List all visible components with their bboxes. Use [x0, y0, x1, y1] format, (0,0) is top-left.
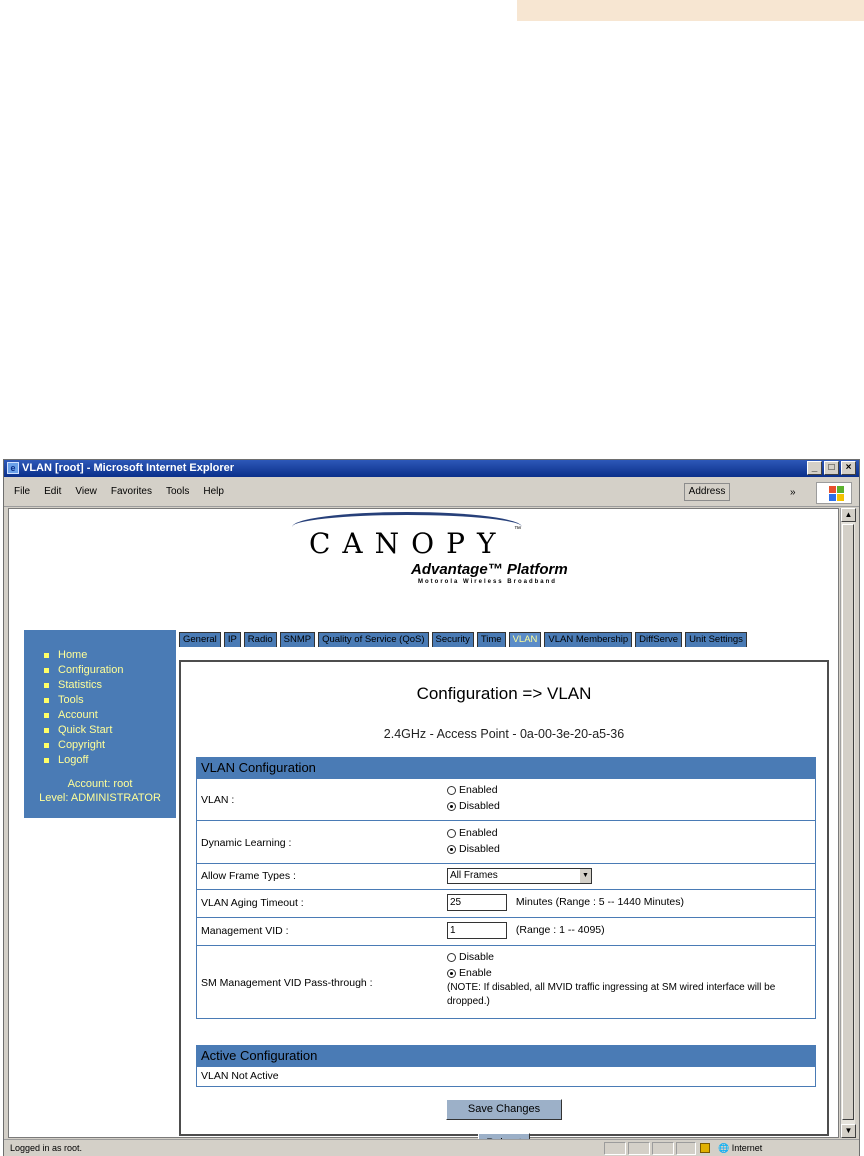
aging-timeout-label: VLAN Aging Timeout :: [201, 897, 304, 909]
management-vid-label: Management VID :: [201, 925, 289, 937]
status-bar: [4, 1139, 859, 1156]
scrollbar-thumb[interactable]: [842, 524, 854, 1120]
dynamic-learning-label: Dynamic Learning :: [201, 837, 292, 849]
close-button[interactable]: ×: [841, 461, 856, 475]
sidebar-item-home[interactable]: Home: [44, 648, 176, 663]
scroll-up-icon[interactable]: ▲: [841, 508, 856, 522]
status-segment: [604, 1142, 626, 1155]
status-segment: [628, 1142, 650, 1155]
sm-passthrough-note: (NOTE: If disabled, all MVID traffic ingressing at SM wired interface will be dropped.): [447, 982, 776, 1007]
scroll-down-icon[interactable]: ▼: [841, 1124, 856, 1138]
tab-ip[interactable]: IP: [224, 632, 241, 647]
tab-vlan-membership[interactable]: VLAN Membership: [544, 632, 632, 647]
internet-zone: 🌐 Internet: [718, 1143, 763, 1153]
aging-timeout-row: [197, 889, 815, 917]
frame-types-select[interactable]: [447, 868, 592, 884]
sidebar-item-logoff[interactable]: Logoff: [44, 753, 176, 768]
browser-window: [3, 459, 860, 1156]
dynamic-learning-row: [197, 820, 815, 863]
tab-general[interactable]: General: [179, 632, 221, 647]
management-vid-hint: (Range : 1 -- 4095): [515, 924, 605, 937]
minimize-button[interactable]: _: [807, 461, 822, 475]
vlan-row: [197, 778, 815, 820]
sm-disable-radio[interactable]: [447, 953, 456, 962]
status-text: Logged in as root.: [10, 1143, 83, 1153]
sidebar-item-tools[interactable]: Tools: [44, 693, 176, 708]
sm-enable-label: Enable: [459, 967, 492, 979]
frame-types-label: Allow Frame Types :: [201, 870, 296, 882]
address-button[interactable]: Address: [684, 483, 730, 501]
lock-icon: [700, 1143, 710, 1153]
tab-diffserve[interactable]: DiffServe: [635, 632, 682, 647]
menu-help[interactable]: Help: [203, 486, 224, 497]
logo-trademark: ™: [514, 526, 521, 533]
account-label: Account: root: [67, 778, 133, 790]
dynamic-enabled-radio[interactable]: [447, 829, 456, 838]
dynamic-enabled-label: Enabled: [459, 827, 498, 839]
window-title: VLAN [root] - Microsoft Internet Explorer: [22, 462, 235, 474]
maximize-button[interactable]: □: [824, 461, 839, 475]
sm-disable-label: Disable: [459, 951, 495, 963]
active-config-row: [197, 1066, 815, 1086]
sidebar-item-statistics[interactable]: Statistics: [44, 678, 176, 693]
save-changes-button[interactable]: Save Changes: [446, 1099, 562, 1120]
vlan-enabled-label: Enabled: [459, 784, 498, 796]
page-viewport: [8, 508, 839, 1138]
management-vid-input[interactable]: 1: [447, 922, 507, 939]
menu-bar: [4, 478, 859, 507]
sidebar-item-configuration[interactable]: Configuration: [44, 663, 176, 678]
tab-snmp[interactable]: SNMP: [280, 632, 315, 647]
vlan-config-section: [196, 757, 816, 1019]
sidebar-item-quick-start[interactable]: Quick Start: [44, 723, 176, 738]
logo-subtitle: Advantage™ Platform: [411, 561, 568, 578]
vlan-disabled-label: Disabled: [459, 800, 500, 812]
active-config-status: VLAN Not Active: [201, 1070, 279, 1082]
active-config-section: [196, 1045, 816, 1087]
vlan-enabled-radio[interactable]: [447, 786, 456, 795]
menu-view[interactable]: View: [75, 486, 97, 497]
sm-passthrough-row: [197, 945, 815, 1018]
menu-file[interactable]: File: [14, 486, 31, 497]
dynamic-disabled-label: Disabled: [459, 843, 500, 855]
tab-vlan[interactable]: VLAN: [509, 632, 542, 647]
level-label: Level: ADMINISTRATOR: [39, 792, 161, 804]
frame-types-value: All Frames: [450, 870, 498, 881]
sidebar: [24, 630, 176, 818]
sm-enable-radio[interactable]: [447, 969, 456, 978]
vlan-disabled-radio[interactable]: [447, 802, 456, 811]
sidebar-item-account[interactable]: Account: [44, 708, 176, 723]
menu-tools[interactable]: Tools: [165, 486, 190, 497]
status-segment: [676, 1142, 696, 1155]
chevron-down-icon[interactable]: ▼: [580, 869, 591, 883]
toolbar-chevron[interactable]: »: [790, 487, 796, 498]
tab-security[interactable]: Security: [432, 632, 474, 647]
zone-label: Internet: [731, 1143, 763, 1153]
ie-icon: e: [7, 462, 19, 474]
windows-logo-icon: [816, 482, 852, 504]
vertical-scrollbar[interactable]: [840, 508, 855, 1138]
aging-timeout-hint: Minutes (Range : 5 -- 1440 Minutes): [515, 896, 684, 909]
page-title: Configuration => VLAN: [416, 684, 592, 703]
dynamic-disabled-radio[interactable]: [447, 845, 456, 854]
status-segment: [652, 1142, 674, 1155]
menu-favorites[interactable]: Favorites: [110, 486, 152, 497]
vlan-label: VLAN :: [201, 794, 235, 806]
sidebar-item-copyright[interactable]: Copyright: [44, 738, 176, 753]
tab-time[interactable]: Time: [477, 632, 506, 647]
tab-unit-settings[interactable]: Unit Settings: [685, 632, 747, 647]
menu-edit[interactable]: Edit: [44, 486, 62, 497]
tab-qos[interactable]: Quality of Service (QoS): [318, 632, 428, 647]
tab-radio[interactable]: Radio: [244, 632, 277, 647]
device-info: 2.4GHz - Access Point - 0a-00-3e-20-a5-36: [383, 727, 625, 741]
logo-tagline: Motorola Wireless Broadband: [418, 579, 557, 585]
frame-types-row: [197, 863, 815, 889]
aging-timeout-input[interactable]: 25: [447, 894, 507, 911]
management-vid-row: [197, 917, 815, 945]
sm-passthrough-label: SM Management VID Pass-through :: [201, 977, 373, 989]
content-panel: [179, 660, 829, 1136]
active-config-header: Active Configuration: [197, 1046, 815, 1066]
tab-bar: [179, 632, 834, 649]
title-bar: [4, 460, 859, 477]
top-band: [517, 0, 864, 21]
vlan-config-header: VLAN Configuration: [197, 758, 815, 778]
canopy-logo: CANOPY: [309, 527, 508, 560]
